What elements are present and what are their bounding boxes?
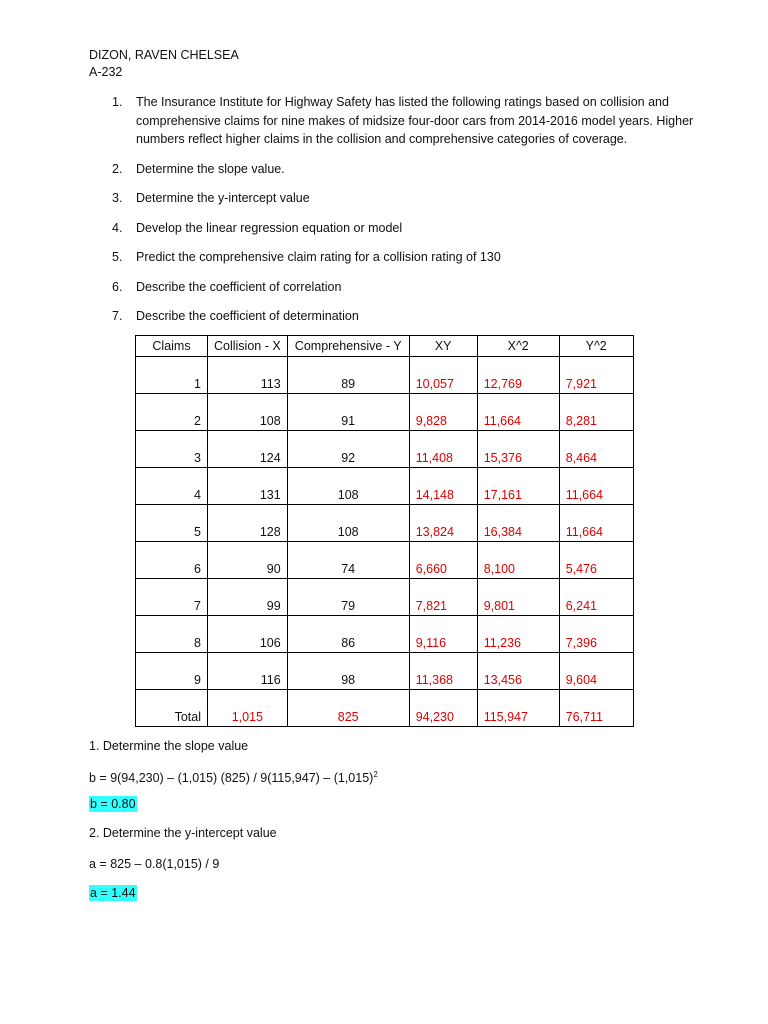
intercept-formula: a = 825 – 0.8(1,015) / 9 (89, 857, 220, 871)
section-code: A-232 (89, 65, 123, 79)
cell-x-squared: 9,801 (477, 579, 559, 616)
intercept-heading: 2. Determine the y-intercept value (89, 826, 277, 840)
question-item: 2. Determine the slope value. (112, 161, 285, 176)
cell-x-squared: 11,236 (477, 616, 559, 653)
table-row (136, 542, 634, 579)
header-x-squared: X^2 (477, 336, 559, 357)
question-text: Predict the comprehensive claim rating for a collision rating of 130 (136, 250, 501, 264)
question-text: Describe the coefficient of correlation (136, 279, 342, 294)
cell-x-squared: 13,456 (477, 653, 559, 690)
header-comprehensive: Comprehensive - Y (287, 336, 409, 357)
cell-comprehensive: 74 (287, 542, 409, 579)
cell-xy: 9,116 (409, 616, 477, 653)
total-comprehensive: 825 (287, 690, 409, 727)
cell-comprehensive: 79 (287, 579, 409, 616)
table-header-row (136, 336, 634, 357)
question-item: 1. The Insurance Institute for Highway Safety has listed the following ratings based on collision and comprehensive claims for nine makes of midsize four-door cars from 2014-2016 model years. Higher numbers reflect higher claims in the collision and comprehensive categories of coverage. (112, 95, 694, 146)
slope-formula: b = 9(94,230) – (1,015) $(825) / 9(115,947) - (1,015)^2$ (89, 770, 378, 786)
cell-y-squared: 8,281 (559, 394, 633, 431)
table-row (136, 579, 634, 616)
cell-xy: 13,824 (409, 505, 477, 542)
cell-xy: 7,821 (409, 579, 477, 616)
cell-collision: 99 (208, 579, 288, 616)
cell-comprehensive: 108 (287, 505, 409, 542)
question-item: 7. Describe the coefficient of determination (112, 309, 359, 323)
cell-collision: 108 (208, 394, 288, 431)
cell-claim: 8 (136, 616, 208, 653)
cell-xy: 14,148 (409, 468, 477, 505)
question-item: 5. Predict the comprehensive claim rating for a collision rating of 130 (112, 250, 501, 264)
cell-y-squared: 11,664 (559, 505, 633, 542)
cell-x-squared: 16,384 (477, 505, 559, 542)
cell-x-squared: 8,100 (477, 542, 559, 579)
intercept-answer (89, 884, 137, 902)
table-row (136, 394, 634, 431)
cell-x-squared: 17,161 (477, 468, 559, 505)
cell-claim: 4 (136, 468, 208, 505)
cell-comprehensive: 91 (287, 394, 409, 431)
table-row (136, 616, 634, 653)
cell-collision: 113 (208, 357, 288, 394)
cell-collision: 128 (208, 505, 288, 542)
slope-answer-highlight: b = 0.80 (90, 797, 136, 811)
cell-comprehensive: 108 (287, 468, 409, 505)
table-row (136, 357, 634, 394)
exponent: 2 (373, 770, 378, 779)
cell-claim: 7 (136, 579, 208, 616)
header-claims: Claims (136, 336, 208, 357)
header-collision: Collision - X (208, 336, 288, 357)
question-text: Determine the y-intercept value (136, 191, 310, 205)
cell-claim: 6 (136, 542, 208, 579)
table-row (136, 653, 634, 690)
cell-claim: 2 (136, 394, 208, 431)
cell-y-squared: 6,241 (559, 579, 633, 616)
table-row (136, 468, 634, 505)
question-text: Develop the linear regression equation or model (136, 220, 403, 235)
cell-xy: 10,057 (409, 357, 477, 394)
cell-y-squared: 5,476 (559, 542, 633, 579)
question-text: The Insurance Institute for Highway Safety has listed the following ratings based on collision and comprehensive claims for nine makes of midsize four-door cars from 2014-2016 model years. Higher numbers reflect higher claims in the collision and comprehensive categories of coverage. (136, 95, 694, 146)
cell-y-squared: 9,604 (559, 653, 633, 690)
cell-comprehensive: 92 (287, 431, 409, 468)
cell-claim: 1 (136, 357, 208, 394)
question-item: 6. Describe the coefficient of correlation (112, 279, 342, 294)
cell-collision: 106 (208, 616, 288, 653)
table-row (136, 505, 634, 542)
slope-heading: 1. Determine the slope value (89, 739, 249, 753)
cell-y-squared: 11,664 (559, 468, 633, 505)
cell-claim: 3 (136, 431, 208, 468)
slope-answer (89, 795, 137, 813)
cell-xy: 11,408 (409, 431, 477, 468)
total-label: Total (136, 690, 208, 727)
cell-y-squared: 7,921 (559, 357, 633, 394)
student-name: DIZON, RAVEN CHELSEA (89, 48, 239, 62)
question-item: 3. Determine the y-intercept value (112, 191, 310, 205)
question-list (112, 93, 712, 337)
cell-collision: 131 (208, 468, 288, 505)
intercept-answer-highlight: a = 1.44 (90, 886, 136, 900)
cell-x-squared: 15,376 (477, 431, 559, 468)
cell-xy: 6,660 (409, 542, 477, 579)
question-text: Describe the coefficient of determination (136, 309, 359, 323)
cell-x-squared: 12,769 (477, 357, 559, 394)
cell-xy: 11,368 (409, 653, 477, 690)
total-y-squared: 76,711 (559, 690, 633, 727)
cell-y-squared: 7,396 (559, 616, 633, 653)
cell-xy: 9,828 (409, 394, 477, 431)
cell-claim: 9 (136, 653, 208, 690)
cell-collision: 116 (208, 653, 288, 690)
total-collision: 1,015 (208, 690, 288, 727)
total-xy: 94,230 (409, 690, 477, 727)
cell-x-squared: 11,664 (477, 394, 559, 431)
cell-claim: 5 (136, 505, 208, 542)
cell-y-squared: 8,464 (559, 431, 633, 468)
question-item: 4. Develop the linear regression equation or model (112, 220, 403, 235)
cell-collision: 90 (208, 542, 288, 579)
header-y-squared: Y^2 (559, 336, 633, 357)
cell-comprehensive: 86 (287, 616, 409, 653)
total-x-squared: 115,947 (477, 690, 559, 727)
table-total-row (136, 690, 634, 727)
table-row (136, 431, 634, 468)
question-text: Determine the slope value. (136, 161, 285, 176)
cell-comprehensive: 98 (287, 653, 409, 690)
cell-comprehensive: 89 (287, 357, 409, 394)
header-xy: XY (409, 336, 477, 357)
cell-collision: 124 (208, 431, 288, 468)
claims-table (135, 335, 634, 727)
